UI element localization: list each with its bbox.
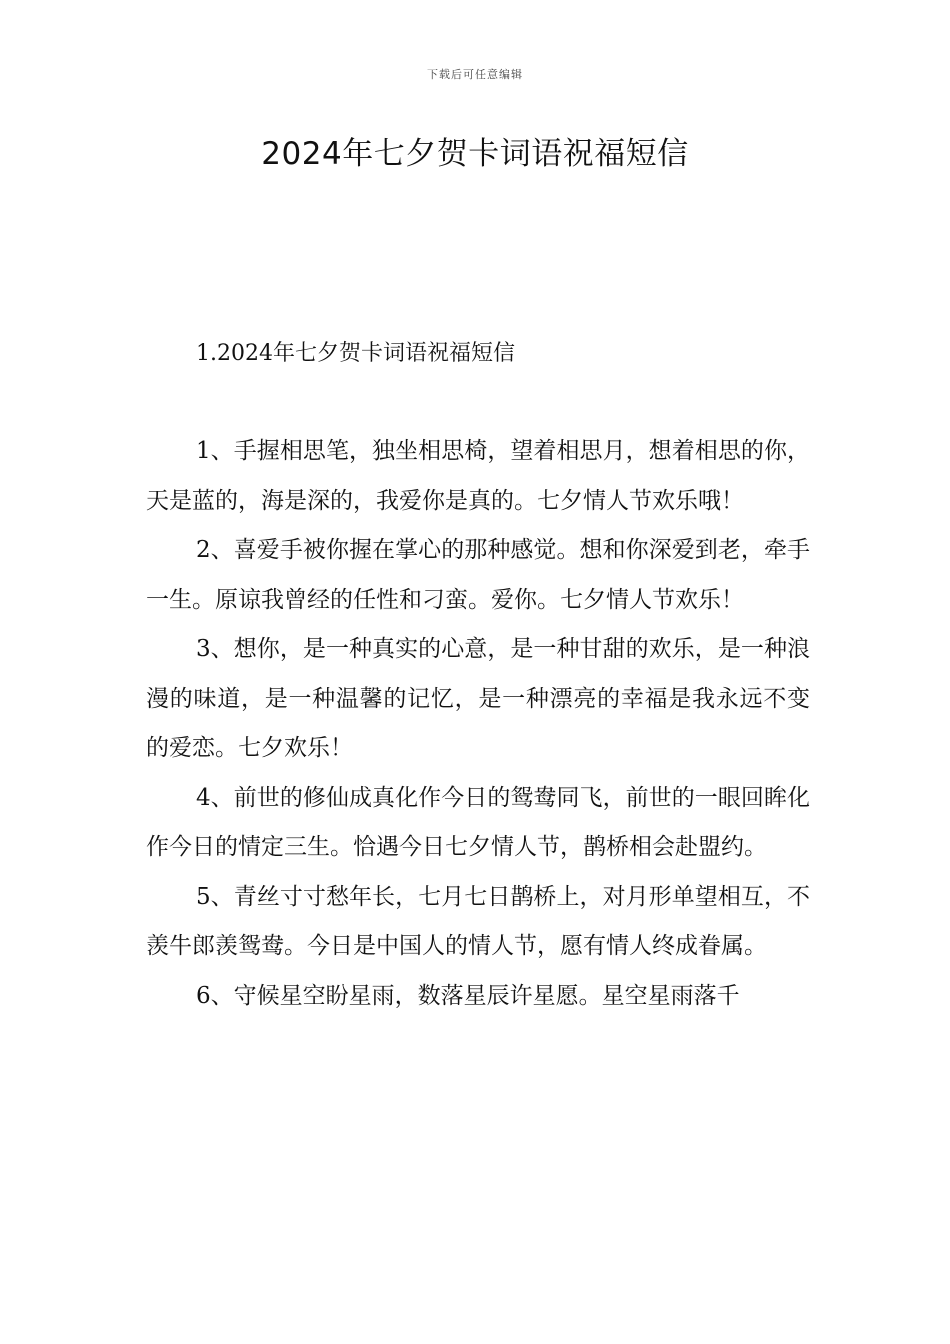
paragraph: 5、青丝寸寸愁年长，七月七日鹊桥上，对月形单望相互，不羡牛郎羡鸳鸯。今日是中国人的情人节，愿有情人终成眷属。: [146, 883, 810, 959]
section-heading: 1.2024年七夕贺卡词语祝福短信: [196, 341, 515, 366]
header-note: 下载后可任意编辑: [427, 68, 523, 81]
paragraph: 2、喜爱手被你握在掌心的那种感觉。想和你深爱到老，牵手一生。原谅我曾经的任性和刁蛮。爱你。七夕情人节欢乐！: [146, 537, 810, 613]
document-title: 2024年七夕贺卡词语祝福短信: [261, 136, 689, 172]
body-text: [146, 427, 810, 1021]
paragraph: 1、手握相思笔，独坐相思椅，望着相思月，想着相思的你，天是蓝的，海是深的，我爱你是真的。七夕情人节欢乐哦！: [146, 438, 810, 514]
paragraph: 4、前世的修仙成真化作今日的鸳鸯同飞，前世的一眼回眸化作今日的情定三生。恰遇今日七夕情人节，鹊桥相会赴盟约。: [146, 784, 810, 860]
paragraph: 6、守候星空盼星雨，数落星辰许星愿。星空星雨落千: [196, 982, 740, 1009]
paragraph: 3、想你，是一种真实的心意，是一种甘甜的欢乐，是一种浪漫的味道，是一种温馨的记忆，是一种漂亮的幸福是我永远不变的爱恋。七夕欢乐！: [146, 636, 810, 761]
